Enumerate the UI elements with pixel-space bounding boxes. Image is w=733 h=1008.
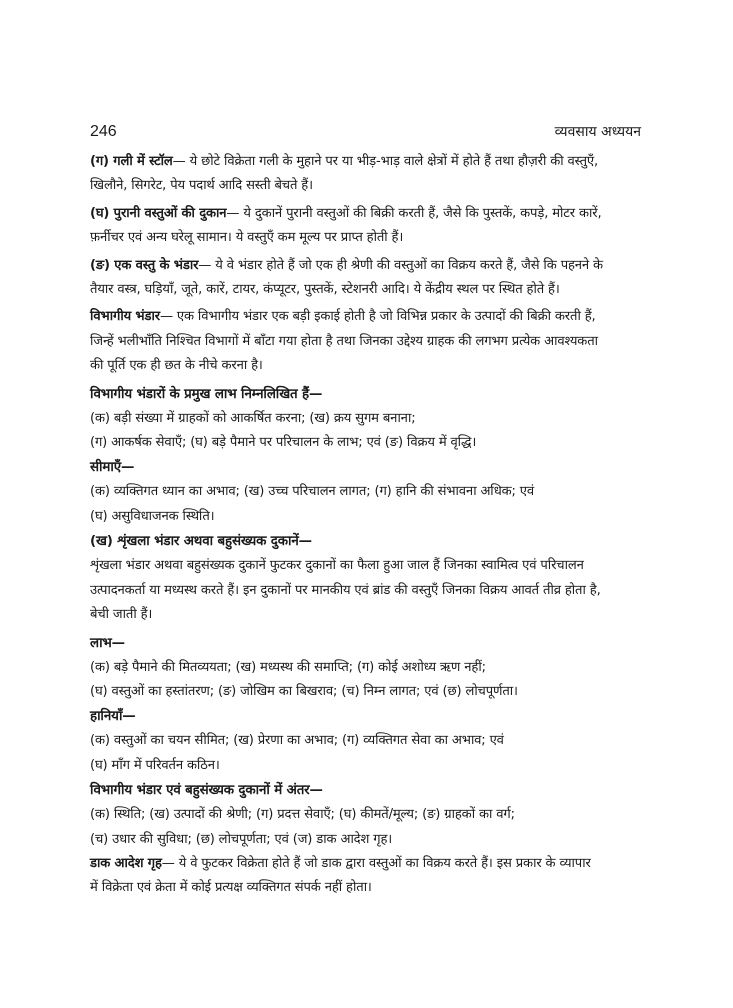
paragraph-line: खिलौने, सिगरेट, पेय पदार्थ आदि सस्ती बेचते हैं।: [90, 178, 313, 194]
paragraph-line: [90, 254, 641, 278]
paragraph-text: — ये वे भंडार होते हैं जो एक ही श्रेणी की वस्तुओं का विक्रय करते हैं, जैसे कि पहनने के: [198, 257, 603, 273]
paragraph-line: [90, 305, 641, 329]
section-heading: (घ) पुरानी वस्तुओं की दुकान: [90, 205, 227, 221]
list-line: (क) स्थिति; (ख) उत्पादों की श्रेणी; (ग) प्रदत्त सेवाएँ; (घ) कीमतें/मूल्य; (ङ) ग्राहकों का वर्ग;: [90, 807, 515, 823]
list-line: (घ) वस्तुओं का हस्तांतरण; (ङ) जोखिम का बिखराव; (च) निम्न लागत; एवं (छ) लोचपूर्णता।: [90, 683, 518, 699]
page-header: [90, 122, 641, 141]
section-heading: विभागीय भंडार: [90, 309, 160, 325]
section-heading: (ख) शृंखला भंडार अथवा बहुसंख्यक दुकानें—: [90, 534, 312, 550]
paragraph-text: — एक विभागीय भंडार एक बड़ी इकाई होती है जो विभिन्न प्रकार के उत्पादों की बिक्री करती हैं,: [159, 309, 596, 325]
paragraph-line: शृंखला भंडार अथवा बहुसंख्यक दुकानें फुटकर दुकानों का फैला हुआ जाल हैं जिनका स्वामित्व एवं परिचालन: [90, 558, 584, 574]
section-heading: (ङ) एक वस्तु के भंडार: [90, 257, 199, 273]
list-line: (क) व्यक्तिगत ध्यान का अभाव; (ख) उच्च परिचालन लागत; (ग) हानि की संभावना अधिक; एवं: [90, 484, 534, 500]
paragraph-line: [90, 202, 641, 226]
paragraph-line: में विक्रेता एवं क्रेता में कोई प्रत्यक्ष व्यक्तिगत संपर्क नहीं होता।: [90, 880, 372, 896]
paragraph-line: तैयार वस्त्र, घड़ियाँ, जूते, कारें, टायर, कंप्यूटर, पुस्तकें, स्टेशनरी आदि। ये केंद्रीय स्थल पर स्थित होते हैं।: [90, 282, 560, 298]
paragraph-text: — ये वे फुटकर विक्रेता होते हैं जो डाक द्वारा वस्तुओं का विक्रय करते हैं। इस प्रकार के व्यापार: [161, 855, 591, 871]
section-heading: लाभ—: [90, 635, 125, 651]
section-heading: (ग) गली में स्टॉल: [90, 154, 173, 169]
paragraph-line: फ़र्नीचर एवं अन्य घरेलू सामान। ये वस्तुएँ कम मूल्य पर प्राप्त होती हैं।: [90, 230, 404, 246]
paragraph-line: उत्पादनकर्ता या मध्यस्थ करते हैं। इन दुकानों पर मानकीय एवं ब्रांड की वस्तुएँ जिनका विक्रय आवर्त तीव्र होता है,: [90, 582, 601, 598]
section-heading: सीमाएँ—: [90, 460, 135, 476]
list-line: (क) बड़े पैमाने की मितव्ययता; (ख) मध्यस्थ की समाप्ति; (ग) कोई अशोध्य ऋण नहीं;: [90, 659, 486, 675]
section-heading: हानियाँ—: [90, 709, 136, 725]
page-body: [90, 150, 641, 901]
list-line: (ग) आकर्षक सेवाएँ; (घ) बड़े पैमाने पर परिचालन के लाभ; एवं (ङ) विक्रय में वृद्धि।: [90, 435, 477, 451]
list-line: (घ) माँग में परिवर्तन कठिन।: [90, 757, 220, 773]
running-head: व्यवसाय अध्ययन: [554, 124, 641, 140]
paragraph-line: [90, 150, 641, 174]
list-line: (क) वस्तुओं का चयन सीमित; (ख) प्रेरणा का अभाव; (ग) व्यक्तिगत सेवा का अभाव; एवं: [90, 733, 504, 749]
paragraph-text: — ये छोटे विक्रेता गली के मुहाने पर या भीड़-भाड़ वाले क्षेत्रों में होते हैं तथा हौज़री की वस्तुएँ,: [172, 154, 599, 169]
paragraph-line: [90, 852, 641, 876]
list-line: (क) बड़ी संख्या में ग्राहकों को आकर्षित करना; (ख) क्रय सुगम बनाना;: [90, 410, 416, 426]
paragraph-line: की पूर्ति एक ही छत के नीचे करना है।: [90, 358, 263, 374]
paragraph-line: जिन्हें भलीभाँति निश्चित विभागों में बाँटा गया होता है तथा जिनका उद्देश्य ग्राहक की लगभग प्रत्येक आवश्यकता: [90, 333, 598, 349]
paragraph-text: — ये दुकानें पुरानी वस्तुओं की बिक्री करती हैं, जैसे कि पुस्तकें, कपड़े, मोटर कारें,: [226, 205, 602, 221]
section-heading: विभागीय भंडारों के प्रमुख लाभ निम्नलिखित हैं—: [90, 386, 323, 402]
section-heading: डाक आदेश गृह: [90, 855, 162, 871]
list-line: (घ) असुविधाजनक स्थिति।: [90, 508, 215, 524]
paragraph-line: बेची जाती हैं।: [90, 607, 153, 623]
section-heading: विभागीय भंडार एवं बहुसंख्यक दुकानों में अंतर—: [90, 783, 323, 799]
page-number: 246: [90, 123, 117, 140]
list-line: (च) उधार की सुविधा; (छ) लोचपूर्णता; एवं (ज) डाक आदेश गृह।: [90, 831, 393, 847]
